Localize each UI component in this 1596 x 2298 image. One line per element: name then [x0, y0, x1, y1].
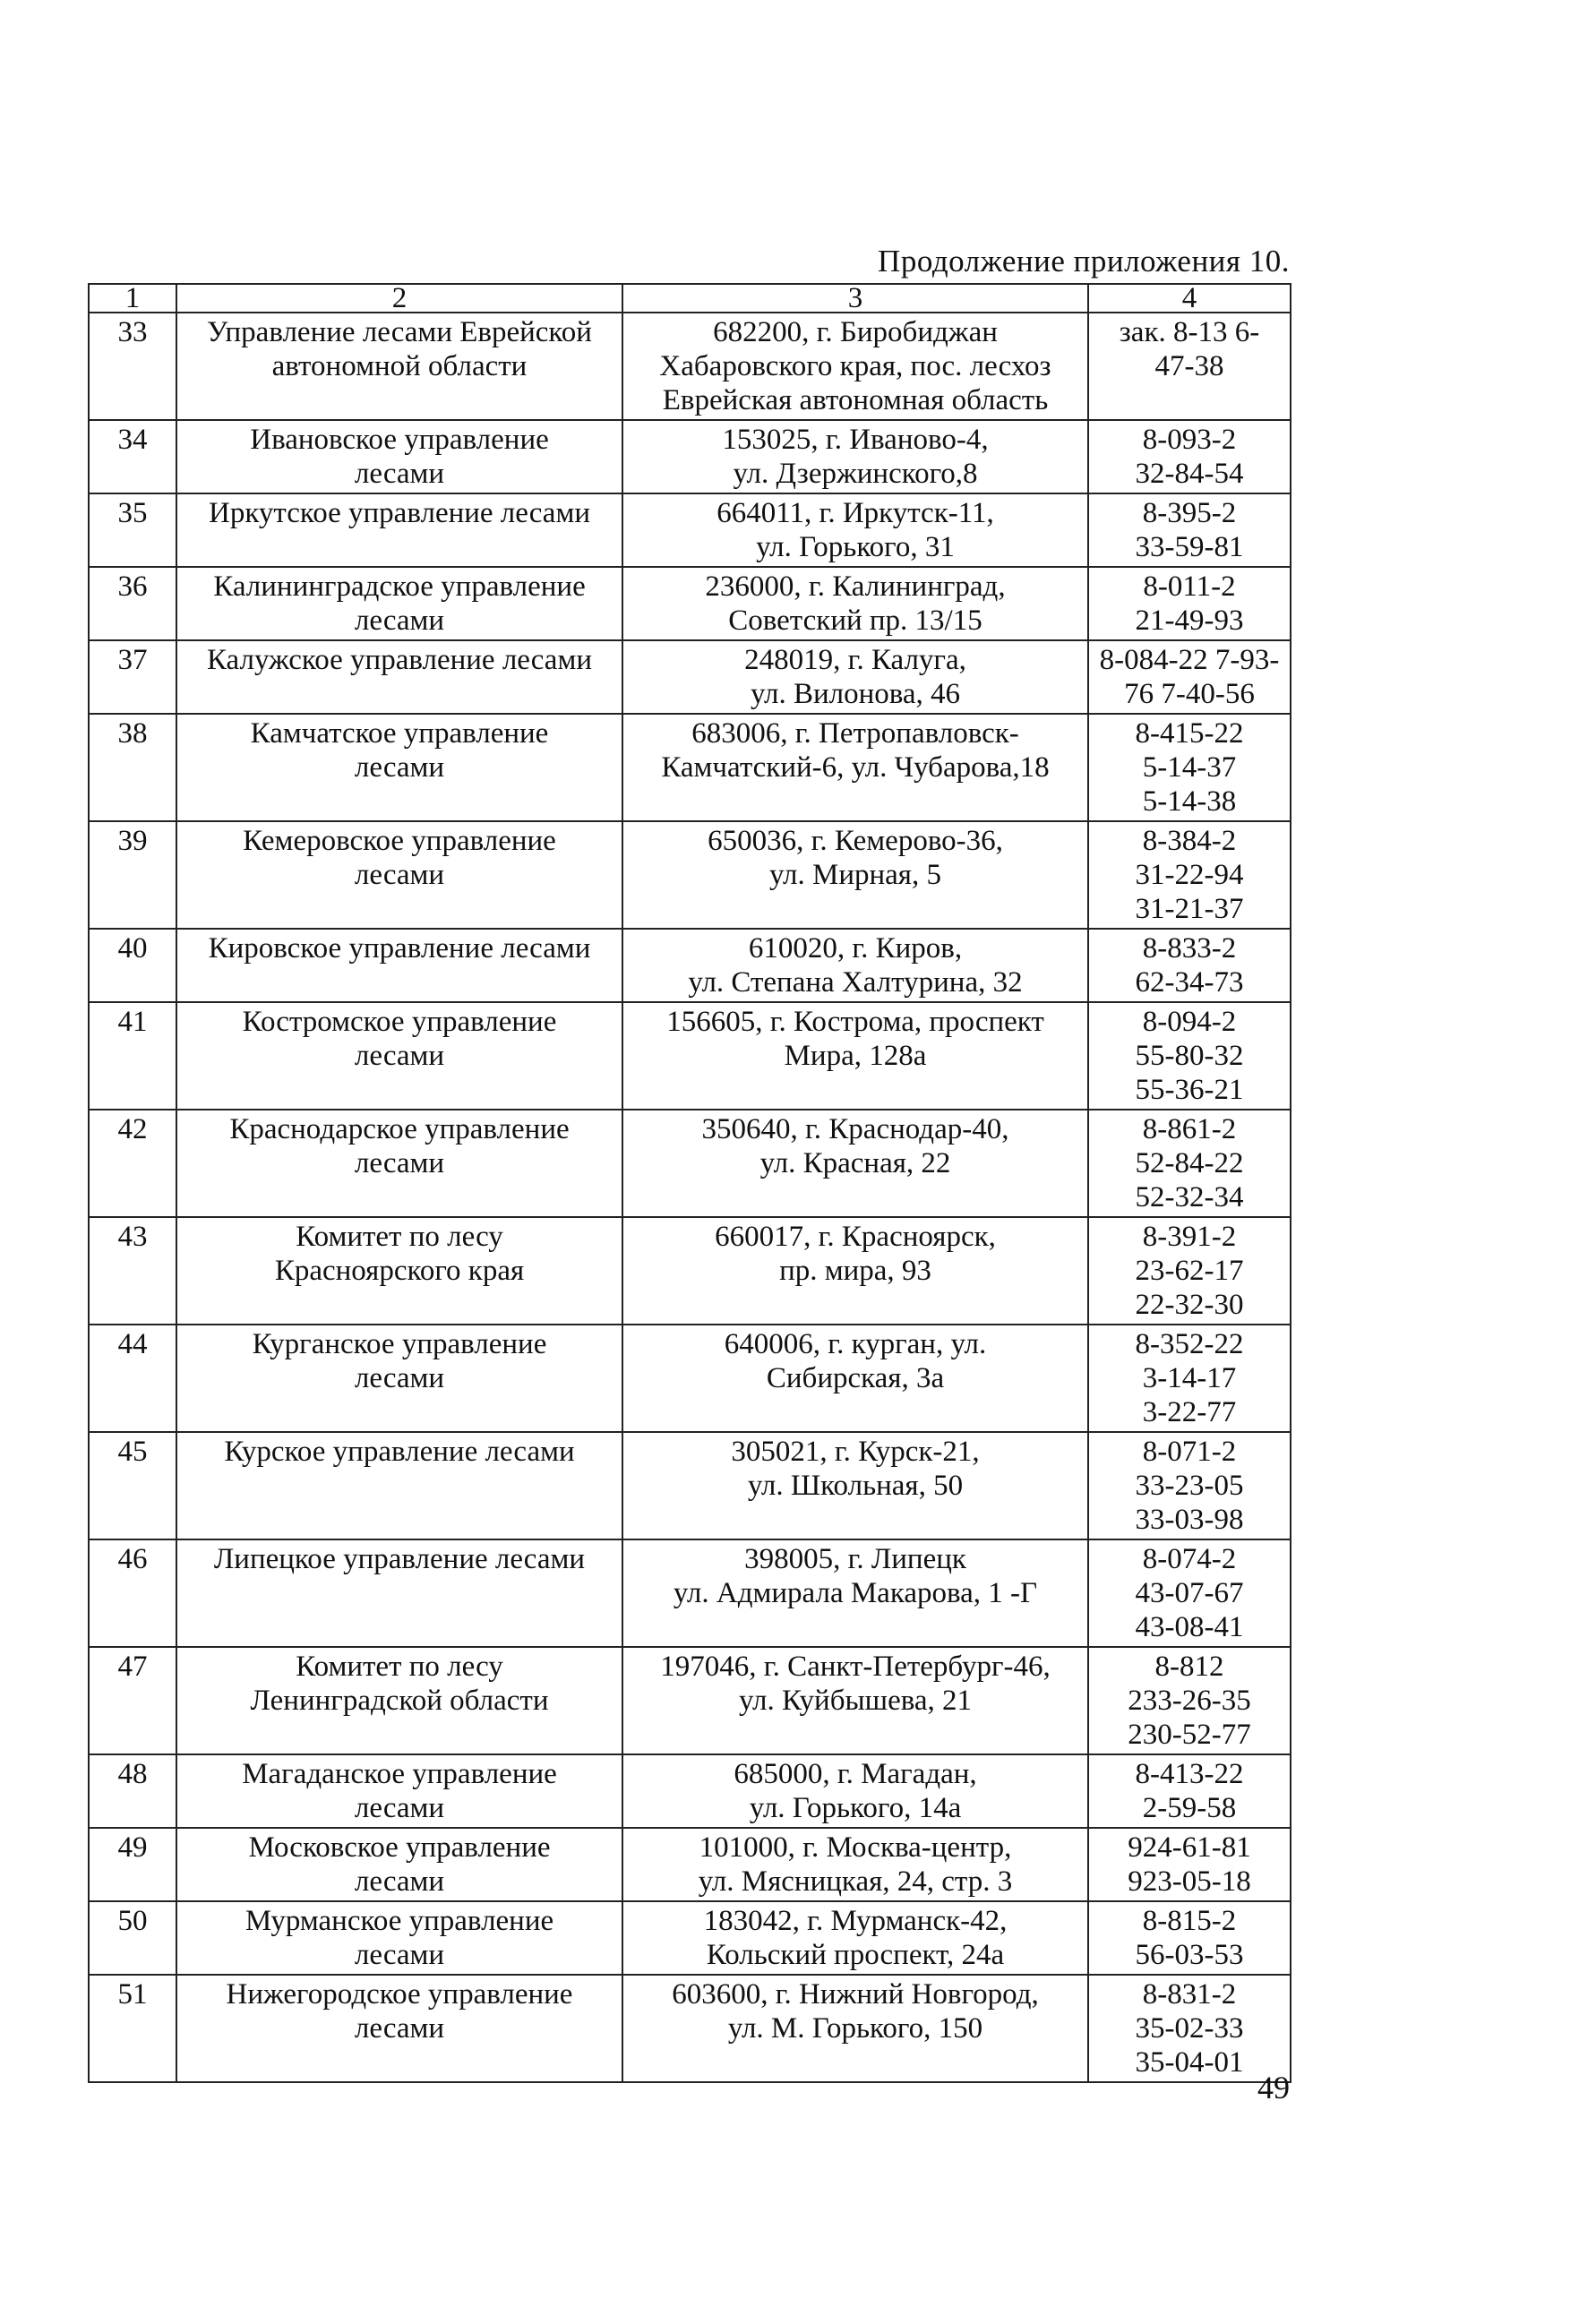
directorate-address-line: 101000, г. Москва-центр, [699, 1831, 1012, 1864]
directorate-name-line: автономной области [271, 350, 528, 382]
directorate-name-line: Московское управление [248, 1831, 551, 1864]
directorate-address [622, 493, 1088, 567]
row-number: 38 [89, 714, 176, 821]
directorate-phone-line: 8-352-22 [1135, 1328, 1244, 1360]
directorate-name-line: лесами [354, 458, 445, 490]
directorate-name-line: лесами [354, 605, 445, 637]
directorate-address-line: 603600, г. Нижний Новгород, [672, 1978, 1039, 2011]
directorate-phone-line: 8-084-22 7-93- [1099, 644, 1280, 676]
directorate-address-line: 183042, г. Мурманск-42, [703, 1905, 1008, 1937]
directorate-phone-line: 230-52-77 [1128, 1719, 1251, 1751]
directorate-phone-line: 5-14-38 [1142, 785, 1237, 818]
directorate-phone [1088, 1975, 1291, 2082]
directorate-address-line: ул. Дзержинского,8 [733, 458, 978, 490]
directorate-phone [1088, 1432, 1291, 1539]
directorate-name-line: лесами [354, 1939, 445, 1971]
directorate-phone-line: 8-415-22 [1135, 717, 1244, 750]
directorate-address [622, 420, 1088, 493]
directorate-name-line: Мурманское управление [245, 1905, 554, 1937]
directorate-address [622, 1975, 1088, 2082]
directorate-phone-line: 55-36-21 [1135, 1074, 1244, 1106]
directorate-name [176, 1539, 622, 1647]
directorate-address-line: ул. Адмирала Макарова, 1 -Г [673, 1577, 1038, 1609]
directorate-phone [1088, 420, 1291, 493]
directorate-address-line: ул. Горького, 14а [749, 1792, 962, 1824]
directorate-phone-line: 22-32-30 [1135, 1289, 1244, 1321]
directorate-address-line: 685000, г. Магадан, [734, 1758, 977, 1790]
directorate-name-line: Ивановское управление [250, 424, 549, 456]
row-number: 37 [89, 640, 176, 714]
directorate-phone-line: 8-071-2 [1142, 1436, 1237, 1468]
directorate-address-line: 682200, г. Биробиджан [713, 316, 998, 348]
directorate-name [176, 1828, 622, 1901]
directorate-phone-line: 31-21-37 [1135, 893, 1244, 925]
directorate-phone [1088, 1754, 1291, 1828]
directorate-name-line: Магаданское управление [242, 1758, 557, 1790]
directorate-phone-line: 31-22-94 [1135, 859, 1244, 891]
directorate-name-line: лесами [354, 751, 445, 784]
directorate-phone-line: 35-04-01 [1135, 2046, 1244, 2079]
directorate-phone-line: 52-32-34 [1135, 1181, 1244, 1213]
table-body [89, 313, 1291, 2082]
directorate-phone-line: 8-831-2 [1142, 1978, 1237, 2011]
directorate-address-line: ул. Вилонова, 46 [750, 678, 961, 710]
directorate-phone-line: 55-80-32 [1135, 1040, 1244, 1072]
directorate-address-line: 683006, г. Петропавловск- [691, 717, 1019, 750]
directorate-phone-line: 3-22-77 [1142, 1396, 1237, 1428]
directorate-name-line: лесами [354, 1040, 445, 1072]
directorate-name [176, 929, 622, 1002]
directorate-name [176, 493, 622, 567]
directorate-phone-line: 8-413-22 [1135, 1758, 1244, 1790]
row-number: 45 [89, 1432, 176, 1539]
directorate-phone-line: 8-391-2 [1142, 1221, 1237, 1253]
directorate-phone [1088, 1110, 1291, 1217]
directorate-address [622, 1002, 1088, 1110]
directorate-phone-line: 33-59-81 [1135, 531, 1244, 563]
row-number: 47 [89, 1647, 176, 1754]
table-row [89, 567, 1291, 640]
directorate-phone-line: 21-49-93 [1135, 605, 1244, 637]
directorate-name-line: Кемеровское управление [243, 825, 556, 857]
directorate-phone-line: 5-14-37 [1142, 751, 1237, 784]
directorate-phone-line: 8-395-2 [1142, 497, 1237, 529]
directorate-name [176, 1325, 622, 1432]
directorate-name-line: Комитет по лесу [296, 1221, 503, 1253]
directorate-address-line: Сибирская, 3а [766, 1362, 945, 1394]
table-row [89, 1647, 1291, 1754]
row-number: 36 [89, 567, 176, 640]
table-row [89, 1325, 1291, 1432]
directorate-phone-line: 923-05-18 [1128, 1865, 1251, 1898]
directorate-address [622, 1325, 1088, 1432]
row-number: 48 [89, 1754, 176, 1828]
directorate-phone [1088, 1647, 1291, 1754]
directorate-name-line: Костромское управление [242, 1006, 557, 1038]
appendix-caption: Продолжение приложения 10. [878, 244, 1290, 279]
directorate-address-line: ул. М. Горького, 150 [727, 2012, 983, 2045]
directorate-address [622, 640, 1088, 714]
directorate-address-line: 610020, г. Киров, [748, 932, 963, 965]
row-number: 49 [89, 1828, 176, 1901]
directorate-name [176, 1975, 622, 2082]
directorate-phone-line: зак. 8-13 6- [1119, 316, 1260, 348]
table-row [89, 493, 1291, 567]
directorate-name [176, 640, 622, 714]
table-row [89, 1901, 1291, 1975]
directorate-name [176, 1647, 622, 1754]
directorate-name-line: лесами [354, 1865, 445, 1898]
directorate-phone-line: 47-38 [1154, 350, 1224, 382]
directorate-phone-line: 43-08-41 [1135, 1611, 1244, 1643]
directorate-phone-line: 233-26-35 [1128, 1685, 1251, 1717]
directorate-phone [1088, 493, 1291, 567]
directorate-phone-line: 43-07-67 [1135, 1577, 1244, 1609]
directorate-address-line: 305021, г. Курск-21, [731, 1436, 980, 1468]
directorate-address [622, 1754, 1088, 1828]
row-number: 50 [89, 1901, 176, 1975]
directorate-name [176, 1002, 622, 1110]
directorate-name-line: Липецкое управление лесами [213, 1543, 586, 1575]
directorate-phone-line: 23-62-17 [1135, 1255, 1244, 1287]
directorate-address-line: ул. Красная, 22 [759, 1147, 951, 1179]
directorate-name-line: Комитет по лесу [296, 1651, 503, 1683]
directorate-name-line: лесами [354, 859, 445, 891]
directorate-phone-line: 8-815-2 [1142, 1905, 1237, 1937]
table-row [89, 714, 1291, 821]
directorate-address [622, 1539, 1088, 1647]
directorate-address-line: 350640, г. Краснодар-40, [701, 1113, 1009, 1145]
directorate-phone [1088, 929, 1291, 1002]
directorate-address-line: Мира, 128а [784, 1040, 927, 1072]
directorate-name [176, 420, 622, 493]
directorate-name [176, 714, 622, 821]
directorate-address-line: Хабаровского края, пос. лесхоз [659, 350, 1051, 382]
directorate-phone-line: 8-094-2 [1142, 1006, 1237, 1038]
directorate-address-line: ул. Куйбышева, 21 [738, 1685, 973, 1717]
table-row [89, 640, 1291, 714]
column-header-name: 2 [176, 284, 622, 313]
directorate-name [176, 1110, 622, 1217]
directorate-address-line: ул. Мирная, 5 [768, 859, 941, 891]
directorate-address-line: 197046, г. Санкт-Петербург-46, [660, 1651, 1051, 1683]
table-row [89, 1754, 1291, 1828]
row-number: 34 [89, 420, 176, 493]
table-row [89, 420, 1291, 493]
row-number: 46 [89, 1539, 176, 1647]
row-number: 43 [89, 1217, 176, 1325]
directorate-phone-line: 8-833-2 [1142, 932, 1237, 965]
directorate-name-line: лесами [354, 2012, 445, 2045]
table-row [89, 1828, 1291, 1901]
directorate-address-line: Советский пр. 13/15 [728, 605, 982, 637]
directorate-phone-line: 76 7-40-56 [1124, 678, 1255, 710]
directorate-address-line: Кольский проспект, 24а [706, 1939, 1005, 1971]
directorate-phone-line: 8-074-2 [1142, 1543, 1237, 1575]
directorate-phone [1088, 1002, 1291, 1110]
directorate-name-line: Иркутское управление лесами [209, 497, 590, 529]
directorate-name-line: Красноярского края [274, 1255, 525, 1287]
directorate-address [622, 1901, 1088, 1975]
directorate-address [622, 567, 1088, 640]
directorate-phone-line: 35-02-33 [1135, 2012, 1244, 2045]
directorate-phone [1088, 1325, 1291, 1432]
directorate-address [622, 821, 1088, 929]
directorate-name-line: Нижегородское управление [226, 1978, 573, 2011]
directorate-address [622, 1432, 1088, 1539]
directorate-address-line: 398005, г. Липецк [744, 1543, 966, 1575]
directorate-name [176, 1432, 622, 1539]
table-row [89, 1539, 1291, 1647]
row-number: 33 [89, 313, 176, 420]
directorate-phone [1088, 1828, 1291, 1901]
table-row [89, 1217, 1291, 1325]
directorate-phone [1088, 567, 1291, 640]
directorate-phone-line: 3-14-17 [1142, 1362, 1237, 1394]
directorate-address [622, 1110, 1088, 1217]
table-row [89, 929, 1291, 1002]
directorate-phone-line: 32-84-54 [1135, 458, 1244, 490]
column-header-address: 3 [622, 284, 1088, 313]
directorate-phone [1088, 1539, 1291, 1647]
table-row [89, 1975, 1291, 2082]
directorate-name-line: Камчатское управление [250, 717, 549, 750]
directorate-name-line: лесами [354, 1362, 445, 1394]
directorate-name-line: Курское управление лесами [224, 1436, 575, 1468]
directorate-address [622, 1828, 1088, 1901]
directorate-phone-line: 2-59-58 [1142, 1792, 1237, 1824]
directorate-name [176, 821, 622, 929]
directorate-phone-line: 52-84-22 [1135, 1147, 1244, 1179]
directorate-phone [1088, 1901, 1291, 1975]
directorate-phone [1088, 313, 1291, 420]
directorate-address-line: 660017, г. Красноярск, [715, 1221, 996, 1253]
directorate-address [622, 313, 1088, 420]
directorate-address-line: 153025, г. Иваново-4, [722, 424, 989, 456]
directorate-phone [1088, 1217, 1291, 1325]
directorate-name [176, 567, 622, 640]
table-row [89, 1110, 1291, 1217]
directorate-phone-line: 33-03-98 [1135, 1504, 1244, 1536]
page-number: 49 [1257, 2070, 1290, 2105]
directorate-address-line: 640006, г. курган, ул. [724, 1328, 987, 1360]
directorate-name [176, 1901, 622, 1975]
directorate-address-line: 156605, г. Кострома, проспект [666, 1006, 1044, 1038]
row-number: 35 [89, 493, 176, 567]
directorate-name-line: Курганское управление [252, 1328, 547, 1360]
directorate-phone-line: 8-812 [1154, 1651, 1224, 1683]
directorate-address-line: Камчатский-6, ул. Чубарова,18 [661, 751, 1050, 784]
directorate-name-line: Кировское управление лесами [208, 932, 591, 965]
table-row [89, 821, 1291, 929]
directorate-phone [1088, 821, 1291, 929]
directorate-phone-line: 62-34-73 [1135, 966, 1244, 999]
row-number: 44 [89, 1325, 176, 1432]
directorate-address [622, 1217, 1088, 1325]
row-number: 40 [89, 929, 176, 1002]
directorate-phone-line: 8-093-2 [1142, 424, 1237, 456]
directorate-address [622, 929, 1088, 1002]
column-header-number: 1 [89, 284, 176, 313]
directorate-address [622, 714, 1088, 821]
directorate-address-line: 650036, г. Кемерово-36, [708, 825, 1003, 857]
directorate-address-line: ул. Горького, 31 [756, 531, 955, 563]
directorate-address-line: пр. мира, 93 [779, 1255, 931, 1287]
directorate-name-line: Управление лесами Еврейской [207, 316, 592, 348]
directorate-phone-line: 924-61-81 [1128, 1831, 1251, 1864]
directorate-address-line: 248019, г. Калуга, [744, 644, 966, 676]
table-row [89, 313, 1291, 420]
directorate-name-line: лесами [354, 1147, 445, 1179]
table-row [89, 1002, 1291, 1110]
row-number: 42 [89, 1110, 176, 1217]
directorate-address-line: ул. Школьная, 50 [747, 1470, 964, 1502]
column-header-phone: 4 [1088, 284, 1291, 313]
directorate-phone-line: 8-011-2 [1143, 570, 1236, 603]
directorate-address-line: ул. Мясницкая, 24, стр. 3 [698, 1865, 1013, 1898]
row-number: 41 [89, 1002, 176, 1110]
table-row [89, 1432, 1291, 1539]
directorate-address [622, 1647, 1088, 1754]
directorate-address-line: 664011, г. Иркутск-11, [716, 497, 994, 529]
directorate-name-line: Калининградское управление [213, 570, 586, 603]
directorate-phone-line: 8-384-2 [1142, 825, 1237, 857]
directorate-name-line: лесами [354, 1792, 445, 1824]
directorate-name-line: Краснодарское управление [229, 1113, 570, 1145]
directorate-name [176, 1754, 622, 1828]
row-number: 39 [89, 821, 176, 929]
directorate-phone [1088, 714, 1291, 821]
directorate-name [176, 313, 622, 420]
directorate-name [176, 1217, 622, 1325]
directorate-address-line: 236000, г. Калининград, [705, 570, 1006, 603]
directorate-phone-line: 8-861-2 [1142, 1113, 1237, 1145]
row-number: 51 [89, 1975, 176, 2082]
directorate-phone-line: 33-23-05 [1135, 1470, 1244, 1502]
directorate-name-line: Ленинградской области [250, 1685, 549, 1717]
directorate-name-line: Калужское управление лесами [206, 644, 592, 676]
forest-directorates-table [88, 283, 1291, 2083]
directorate-phone [1088, 640, 1291, 714]
directorate-address-line: Еврейская автономная область [662, 384, 1049, 416]
table-header-row [89, 284, 1291, 313]
directorate-phone-line: 56-03-53 [1135, 1939, 1244, 1971]
directorate-address-line: ул. Степана Халтурина, 32 [688, 966, 1023, 999]
